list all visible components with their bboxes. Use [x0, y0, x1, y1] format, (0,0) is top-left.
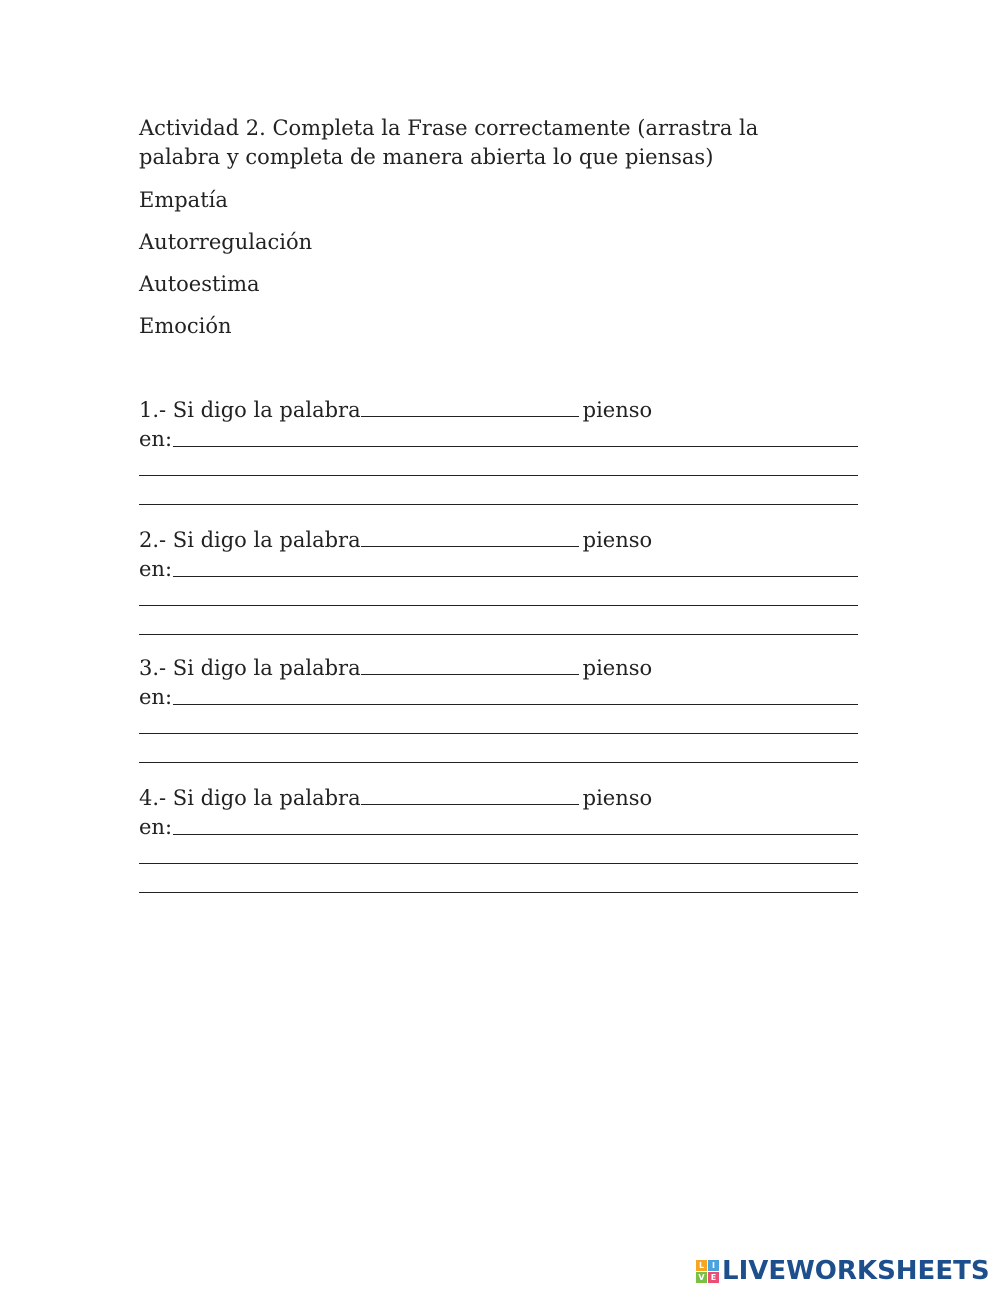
- answer-line[interactable]: [139, 504, 858, 505]
- exercise-item-4: [139, 784, 858, 896]
- answer-line[interactable]: [139, 892, 858, 893]
- item-continuation: en:: [139, 685, 173, 709]
- word-bank-item-autorregulacion[interactable]: Autorregulación: [139, 230, 313, 254]
- answer-line[interactable]: [173, 834, 858, 835]
- item-prefix: 1.- Si digo la palabra: [139, 398, 361, 422]
- exercise-item-2: [139, 526, 858, 638]
- word-drop-blank[interactable]: [361, 526, 579, 547]
- logo-letter: E: [708, 1272, 719, 1283]
- answer-line[interactable]: [139, 762, 858, 763]
- item-continuation: en:: [139, 557, 173, 581]
- answer-line[interactable]: [173, 704, 858, 705]
- answer-line[interactable]: [139, 733, 858, 734]
- word-drop-blank[interactable]: [361, 396, 579, 417]
- answer-line[interactable]: [139, 475, 858, 476]
- exercise-item-1: [139, 396, 858, 508]
- item-suffix: pienso: [582, 398, 653, 422]
- exercise-item-3: [139, 654, 858, 766]
- answer-line[interactable]: [173, 446, 858, 447]
- item-suffix: pienso: [582, 528, 653, 552]
- word-bank-item-empatia[interactable]: Empatía: [139, 188, 228, 212]
- logo-letter: I: [708, 1260, 719, 1271]
- logo-letter: L: [696, 1260, 707, 1271]
- item-continuation: en:: [139, 427, 173, 451]
- answer-line[interactable]: [139, 605, 858, 606]
- answer-line[interactable]: [173, 576, 858, 577]
- logo-mark-icon: [696, 1260, 719, 1283]
- item-prefix: 3.- Si digo la palabra: [139, 656, 361, 680]
- answer-line[interactable]: [139, 863, 858, 864]
- item-continuation: en:: [139, 815, 173, 839]
- logo-text: LIVEWORKSHEETS: [722, 1256, 990, 1286]
- item-prefix: 4.- Si digo la palabra: [139, 786, 361, 810]
- item-suffix: pienso: [582, 786, 653, 810]
- word-drop-blank[interactable]: [361, 654, 579, 675]
- item-suffix: pienso: [582, 656, 653, 680]
- activity-instructions: Actividad 2. Completa la Frase correctamente (arrastra la palabra y completa de manera abierta lo que piensas): [139, 116, 759, 169]
- word-drop-blank[interactable]: [361, 784, 579, 805]
- word-bank-item-autoestima[interactable]: Autoestima: [139, 272, 260, 296]
- word-bank-item-emocion[interactable]: Emoción: [139, 314, 232, 338]
- answer-line[interactable]: [139, 634, 858, 635]
- logo-letter: V: [696, 1272, 707, 1283]
- item-prefix: 2.- Si digo la palabra: [139, 528, 361, 552]
- liveworksheets-logo[interactable]: [696, 1253, 990, 1289]
